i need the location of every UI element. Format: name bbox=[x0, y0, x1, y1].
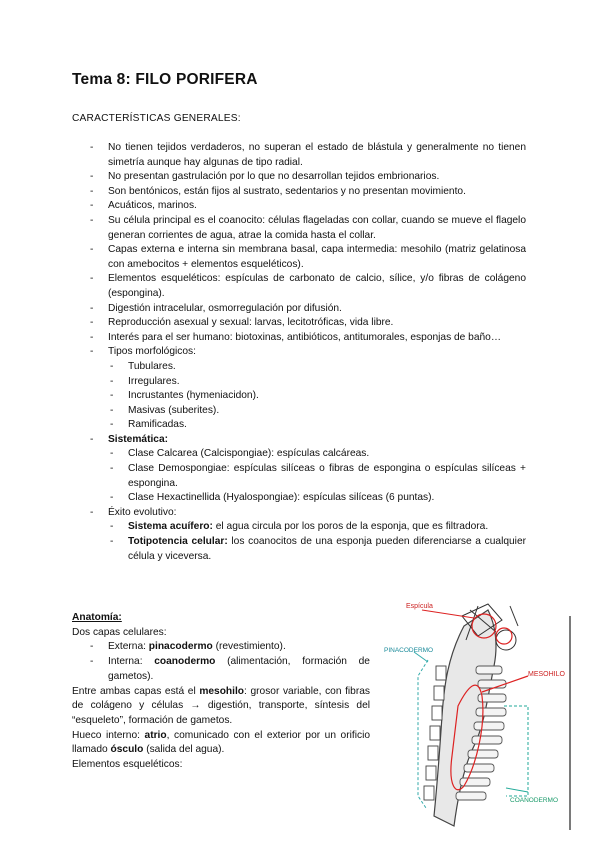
list-item: - Interés para el ser humano: biotoxinas, antibióticos, antitumorales, esponjas de baño… bbox=[90, 331, 526, 346]
list-item: - Acuáticos, marinos. bbox=[90, 199, 526, 214]
term: Totipotencia celular: bbox=[128, 536, 228, 548]
morph-heading: - Tipos morfológicos: bbox=[90, 345, 526, 360]
list-item: - Externa: pinacodermo (revestimiento). bbox=[90, 640, 370, 655]
espicula-label: Espícula bbox=[406, 603, 433, 610]
pinacodermo-label: PINACODERMO bbox=[384, 647, 434, 654]
list-item: - Irregulares. bbox=[110, 375, 526, 390]
list-item: - No tienen tejidos verdaderos, no superan el estado de blástula y generalmente no tienen simetría aunque hay algunas de tipo radial. bbox=[90, 141, 526, 170]
systematics-heading bbox=[90, 433, 526, 448]
anatomy-section bbox=[72, 611, 370, 773]
list-item: - Interna: coanodermo (alimentación, formación de gametos). bbox=[90, 655, 370, 684]
term: Sistema acuífero: bbox=[128, 521, 213, 533]
mesohilo-label: MESOHILO bbox=[528, 671, 565, 678]
section-heading: CARACTERÍSTICAS GENERALES: bbox=[72, 113, 241, 124]
success-list bbox=[110, 520, 526, 564]
list-item: - Clase Hexactinellida (Hyalospongiae): espículas silíceas (6 puntas). bbox=[110, 491, 526, 506]
list-item: - Masivas (suberites). bbox=[110, 404, 526, 419]
list-item: - Son bentónicos, están fijos al sustrato, sedentarios y no presentan movimiento. bbox=[90, 185, 526, 200]
page-title: Tema 8: FILO PORIFERA bbox=[72, 71, 258, 88]
coanodermo-arrow bbox=[506, 788, 528, 792]
list-item: - Ramificadas. bbox=[110, 418, 526, 433]
systematics-list bbox=[110, 447, 526, 505]
list-item: - Clase Demospongiae: espículas silíceas o fibras de espongina o espículas silíceas + espongina. bbox=[110, 462, 526, 491]
mesohilo-paragraph: Entre ambas capas está el mesohilo: grosor variable, con fibras de colágeno y células → digestión, transporte, síntesis del “esqueleto”, formación de gametos. bbox=[72, 685, 371, 726]
list-item: - Su célula principal es el coanocito: células flageladas con collar, cuando se mueve el flagelo generan corrientes de agua, atrae la comida hasta el collar. bbox=[90, 214, 526, 243]
list-item: - Clase Calcarea (Calcispongiae): espículas calcáreas. bbox=[110, 447, 526, 462]
list-item: - Incrustantes (hymeniacidon). bbox=[110, 389, 526, 404]
systematics-label: Sistemática: bbox=[108, 433, 169, 445]
anatomy-heading: Anatomía: bbox=[72, 612, 122, 623]
hueco-paragraph: Hueco interno: atrio, comunicado con el exterior por un orificio llamado ósculo (salida del agua). bbox=[72, 729, 370, 756]
coanodermo-bracket bbox=[504, 706, 528, 796]
list-item bbox=[110, 535, 526, 564]
list-item: - Elementos esqueléticos: espículas de carbonato de calcio, sílice, y/o fibras de colágeno (espongina). bbox=[90, 272, 526, 301]
elements-line: Elementos esqueléticos: bbox=[72, 759, 183, 771]
definition: los coanocitos de una esponja pueden diferenciarse a cualquier célula y viceversa. bbox=[128, 536, 526, 562]
list-item: - No presentan gastrulación por lo que no desarrollan tejidos embrionarios. bbox=[90, 170, 526, 185]
characteristics-list bbox=[90, 141, 526, 564]
list-item: - Tubulares. bbox=[110, 360, 526, 375]
list-item: - Digestión intracelular, osmorregulación por difusión. bbox=[90, 302, 526, 317]
morph-list bbox=[110, 360, 526, 433]
definition: el agua circula por los poros de la esponja, que es filtradora. bbox=[212, 521, 489, 533]
coanodermo-label: COANODERMO bbox=[510, 797, 559, 804]
list-item bbox=[110, 520, 526, 535]
list-item: - Capas externa e interna sin membrana basal, capa intermedia: mesohilo (matriz gelatinosa con amebocitos + elementos esqueléticos). bbox=[90, 243, 526, 272]
list-item: - Reproducción asexual y sexual: larvas, lecitotróficas, vida libre. bbox=[90, 316, 526, 331]
sponge-wall-figure bbox=[378, 596, 572, 830]
success-heading: - Éxito evolutivo: bbox=[90, 506, 526, 521]
anatomy-intro: Dos capas celulares: bbox=[72, 626, 167, 638]
